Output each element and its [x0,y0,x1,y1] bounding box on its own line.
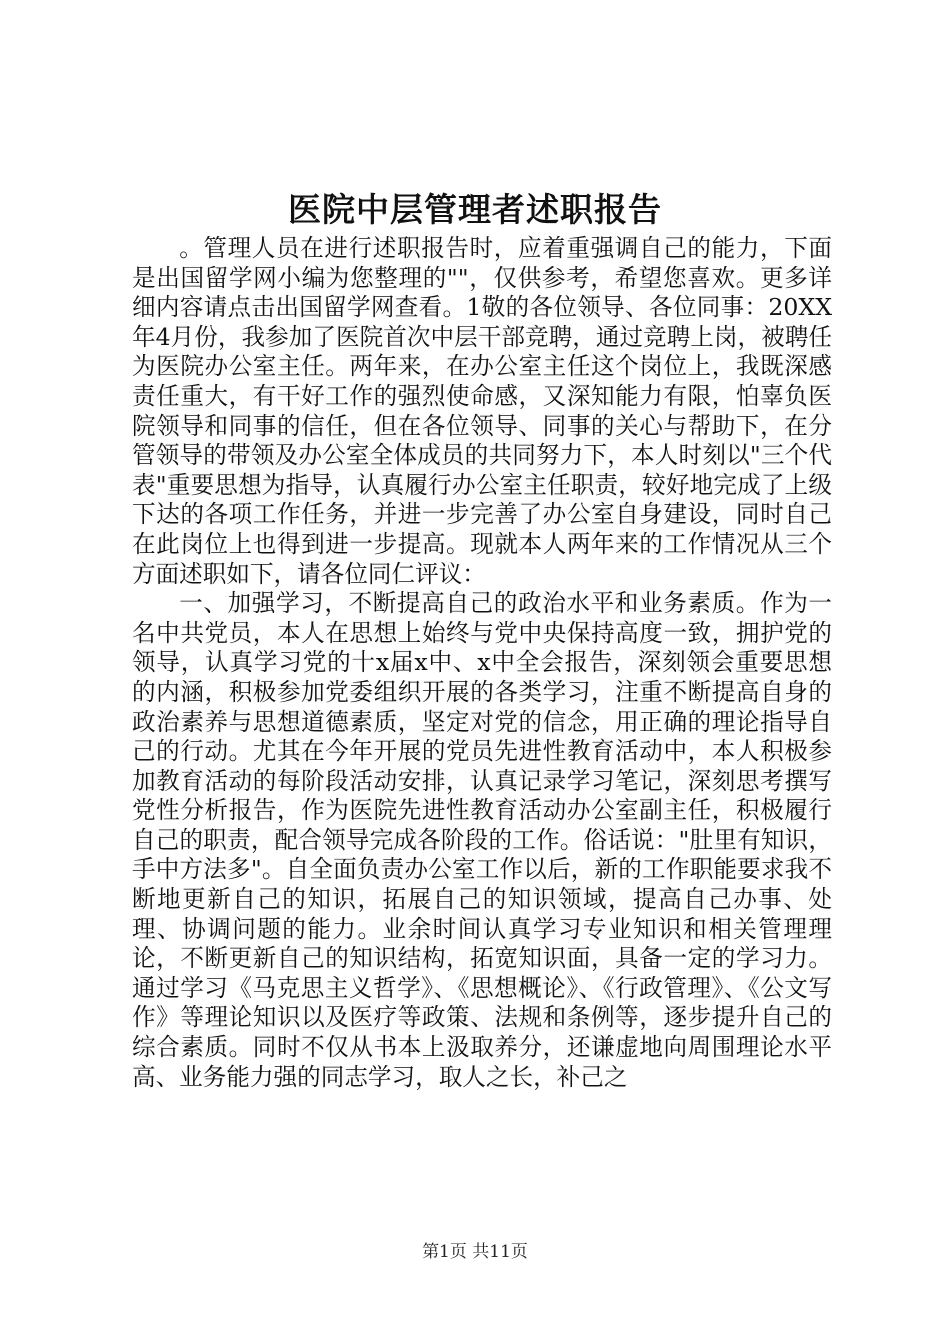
paragraph-intro: 。管理人员在进行述职报告时，应着重强调自己的能力，下面是出国留学网小编为您整理的""，仅供参考，希望您喜欢。更多详细内容请点击出国留学网查看。1敬的各位领导、各位同事：20XX年4月份，我参加了医院首次中层干部竞聘，通过竞聘上岗，被聘任为医院办公室主任。两年来，在办公室主任这个岗位上，我既深感责任重大，有干好工作的强烈使命感，又深知能力有限，怕辜负医院领导和同事的信任，但在各位领导、同事的关心与帮助下，在分管领导的带领及办公室全体成员的共同努力下，本人时刻以"三个代表"重要思想为指导，认真履行办公室主任职责，较好地完成了上级下达的各项工作任务，并进一步完善了办公室自身建设，同时自己在此岗位上也得到进一步提高。现就本人两年来的工作情况从三个方面述职如下，请各位同仁评议： [132,234,832,588]
page-footer: 第1页 共11页 [422,1242,528,1262]
document-title: 医院中层管理者述职报告 [288,190,662,229]
document-body [132,234,832,1092]
paragraph-section-one: 一、加强学习，不断提高自己的政治水平和业务素质。作为一名中共党员，本人在思想上始终与党中央保持高度一致，拥护党的领导，认真学习党的十x届x中、x中全会报告，深刻领会重要思想的内涵，积极参加党委组织开展的各类学习，注重不断提高自身的政治素养与思想道德素质，坚定对党的信念，用正确的理论指导自己的行动。尤其在今年开展的党员先进性教育活动中，本人积极参加教育活动的每阶段活动安排，认真记录学习笔记，深刻思考撰写党性分析报告，作为医院先进性教育活动办公室副主任，积极履行自己的职责，配合领导完成各阶段的工作。俗话说："肚里有知识，手中方法多"。自全面负责办公室工作以后，新的工作职能要求我不断地更新自己的知识，拓展自己的知识领域，提高自己办事、处理、协调问题的能力。业余时间认真学习专业知识和相关管理理论，不断更新自己的知识结构，拓宽知识面，具备一定的学习力。通过学习《马克思主义哲学》、《思想概论》、《行政管理》、《公文写作》等理论知识以及医疗等政策、法规和条例等，逐步提升自己的综合素质。同时不仅从书本上汲取养分，还谦虚地向周围理论水平高、业务能力强的同志学习，取人之长，补己之 [132,589,832,1091]
